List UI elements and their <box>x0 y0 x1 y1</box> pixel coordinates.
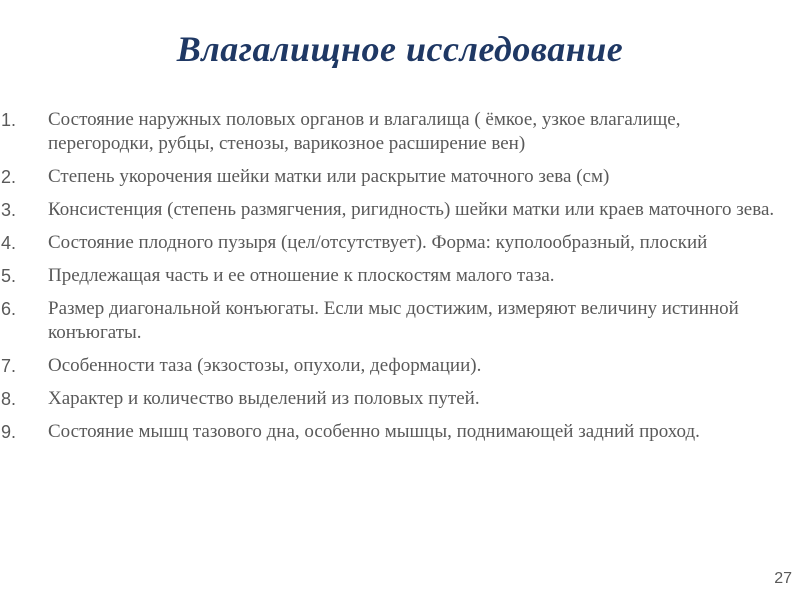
item-text: Состояние плодного пузыря (цел/отсутствует). Форма: куполообразный, плоский <box>48 232 708 253</box>
item-number: 2. <box>1 167 17 187</box>
exam-list <box>0 108 780 453</box>
list-item-2 <box>0 165 780 189</box>
list-item-4 <box>0 231 780 255</box>
list-item-1 <box>0 108 780 156</box>
item-text: Размер диагональной конъюгаты. Если мыс достижим, измеряют величину истинной конъюгаты. <box>48 298 739 343</box>
list-item-7 <box>0 354 780 378</box>
slide-title: Влагалищное исследование <box>176 29 624 69</box>
item-text: Консистенция (степень размягчения, ригидность) шейки матки или краев маточного зева. <box>48 199 775 220</box>
item-text: Характер и количество выделений из половых путей. <box>48 388 480 409</box>
item-text: Особенности таза (экзостозы, опухоли, деформации). <box>48 355 482 376</box>
list-item-3 <box>0 198 780 222</box>
item-number: 4. <box>1 233 17 253</box>
item-number: 7. <box>1 356 17 376</box>
page-number: 27 <box>774 570 792 587</box>
item-number: 5. <box>1 266 17 286</box>
item-text: Предлежащая часть и ее отношение к плоскостям малого таза. <box>48 265 555 286</box>
item-number: 1. <box>1 110 17 130</box>
list-item-6 <box>0 297 780 345</box>
list-item-5 <box>0 264 780 288</box>
item-number: 9. <box>1 422 17 442</box>
item-number: 3. <box>1 200 17 220</box>
list-item-9 <box>0 420 780 444</box>
item-text: Степень укорочения шейки матки или раскрытие маточного зева (см) <box>48 166 610 187</box>
item-number: 8. <box>1 389 17 409</box>
item-number: 6. <box>1 299 17 319</box>
list-item-8 <box>0 387 780 411</box>
item-text: Состояние мышц тазового дна, особенно мышцы, поднимающей задний проход. <box>48 421 700 442</box>
item-text: Состояние наружных половых органов и влагалища ( ёмкое, узкое влагалище, перегородки, рубцы, стенозы, варикозное расширение вен) <box>48 109 681 154</box>
